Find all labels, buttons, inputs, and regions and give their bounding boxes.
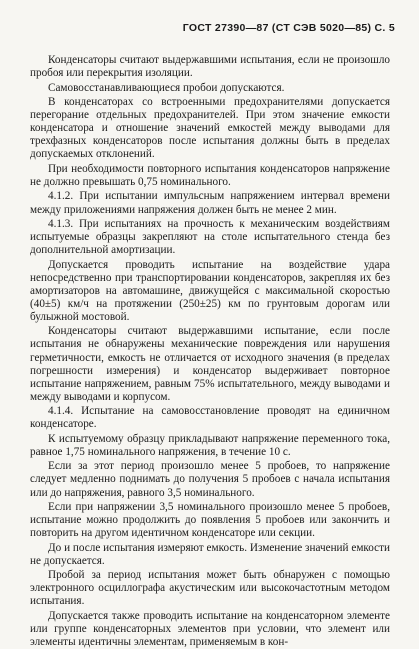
paragraph: Конденсаторы считают выдержавшими испытание, если после испытания не обнаружены механические повреждения или нарушения герметичности, емкость не отличается от исходного значения (в пределах погрешности измерения) и конденсатор выдерживает повторное испытание напряжением, равным 75% испытательного, между выводами и между выводами и корпусом. <box>30 325 390 403</box>
paragraph: Допускается также проводить испытание на конденсаторном элементе или группе конденсаторных элементов при условии, что элемент или элементы идентичны элементам, применяемым в кон- <box>30 609 390 649</box>
paragraph: К испытуемому образцу прикладывают напряжение переменного тока, равное 1,75 номинального напряжения, в течение 10 с. <box>30 432 390 458</box>
paragraph: Допускается проводить испытание на воздействие удара непосредственно при транспортировании конденсаторов, закрепляя их без амортизаторов на автомашине, движущейся с максимальной скоростью (40±5) км/ч на протяжении (250±25) км по грунтовым дорогам или булыжной мостовой. <box>30 258 390 323</box>
paragraph: Если при напряжении 3,5 номинального произошло менее 5 пробоев, испытание можно продолжить до появления 5 пробоев или закончить и повторить на другом идентичном конденсаторе или секции. <box>30 501 390 540</box>
paragraph: При необходимости повторного испытания конденсаторов напряжение не должно превышать 0,75 номинального. <box>30 162 390 188</box>
page-header: ГОСТ 27390—87 (СТ СЭВ 5020—85) С. 5 <box>182 22 395 34</box>
paragraph: Если за этот период произошло менее 5 пробоев, то напряжение следует медленно поднимать до получения 5 пробоев с начала испытания или до напряжения, равного 3,5 номинального. <box>30 460 390 499</box>
document-body <box>30 54 390 649</box>
paragraph: Конденсаторы считают выдержавшими испытания, если не произошло пробоя или перекрытия изоляции. <box>30 54 390 80</box>
paragraph: Пробой за период испытания может быть обнаружен с помощью электронного осциллографа акустическим или высокочастотным методом испытания. <box>30 569 390 608</box>
paragraph: Самовосстанавливающиеся пробои допускаются. <box>48 81 285 94</box>
paragraph: 4.1.2. При испытании импульсным напряжением интервал времени между приложениями напряжения должен быть не менее 2 мин. <box>30 190 390 216</box>
paragraph: 4.1.3. При испытаниях на прочность к механическим воздействиям испытуемые образцы закрепляют на столе испытательного стенда без дополнительной амортизации. <box>30 218 390 257</box>
paragraph: В конденсаторах со встроенными предохранителями допускается перегорание отдельных предохранителей. При этом значение емкости конденсатора и отношение значений емкостей между выводами для трехфазных конденсаторов после испытания должны быть в пределах допускаемых отклонений. <box>30 96 390 161</box>
paragraph: 4.1.4. Испытание на самовосстановление проводят на единичном конденсаторе. <box>30 405 390 431</box>
paragraph: До и после испытания измеряют емкость. Изменение значений емкости не допускается. <box>30 541 390 567</box>
